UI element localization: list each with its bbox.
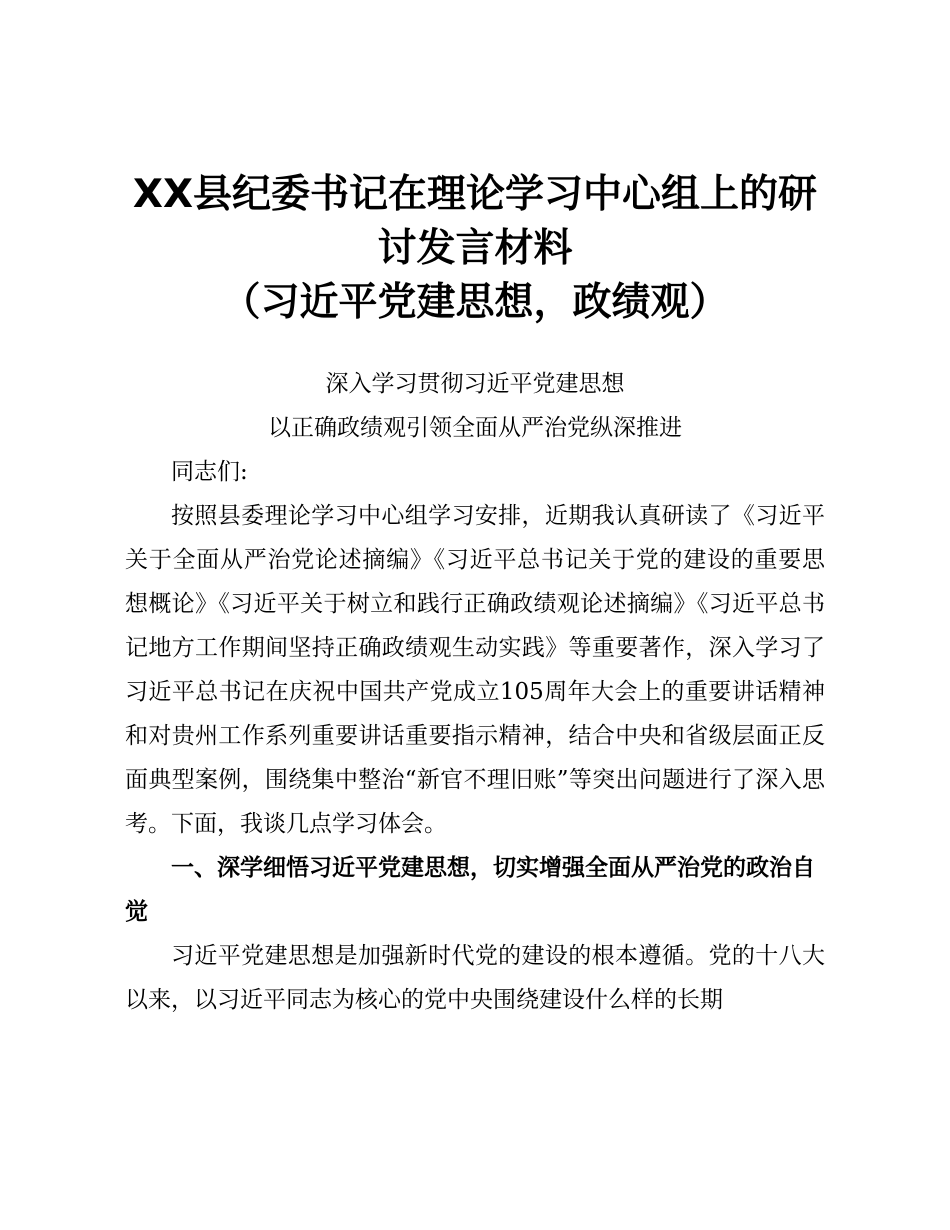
paragraph-section-1: 习近平党建思想是加强新时代党的建设的根本遵循。党的十八大以来，以习近平同志为核心的党中央围绕建设什么样的长期	[125, 943, 825, 1013]
salutation: 同志们:	[171, 459, 248, 485]
paragraph-intro: 按照县委理论学习中心组学习安排，近期我认真研读了《习近平关于全面从严治党论述摘编》《习近平总书记关于党的建设的重要思想概论》《习近平关于树立和践行正确政绩观论述摘编》《习近平总书记地方工作期间坚持正确政绩观生动实践》等重要著作，深入学习了习近平总书记在庆祝中国共产党成立105周年大会上的重要讲话精神和对贵州工作系列重要讲话重要指示精神，结合中央和省级层面正反面典型案例，围绕集中整治“新官不理旧账”等突出问题进行了深入思考。下面，我谈几点学习体会。	[125, 503, 825, 837]
title-line-3: （习近平党建思想，政绩观）	[221, 280, 729, 325]
title-line-2: 讨发言材料	[377, 226, 573, 271]
section-heading-1: 一、深学细悟习近平党建思想，切实增强全面从严治党的政治自觉	[125, 855, 815, 925]
title-line-1: XX县纪委书记在理论学习中心组上的研	[132, 172, 818, 217]
subtitle-line-2: 以正确政绩观引领全面从严治党纵深推进	[268, 415, 682, 441]
document-body	[125, 362, 825, 1022]
document-title	[100, 168, 850, 330]
subtitle-line-1: 深入学习贯彻习近平党建思想	[325, 371, 625, 397]
